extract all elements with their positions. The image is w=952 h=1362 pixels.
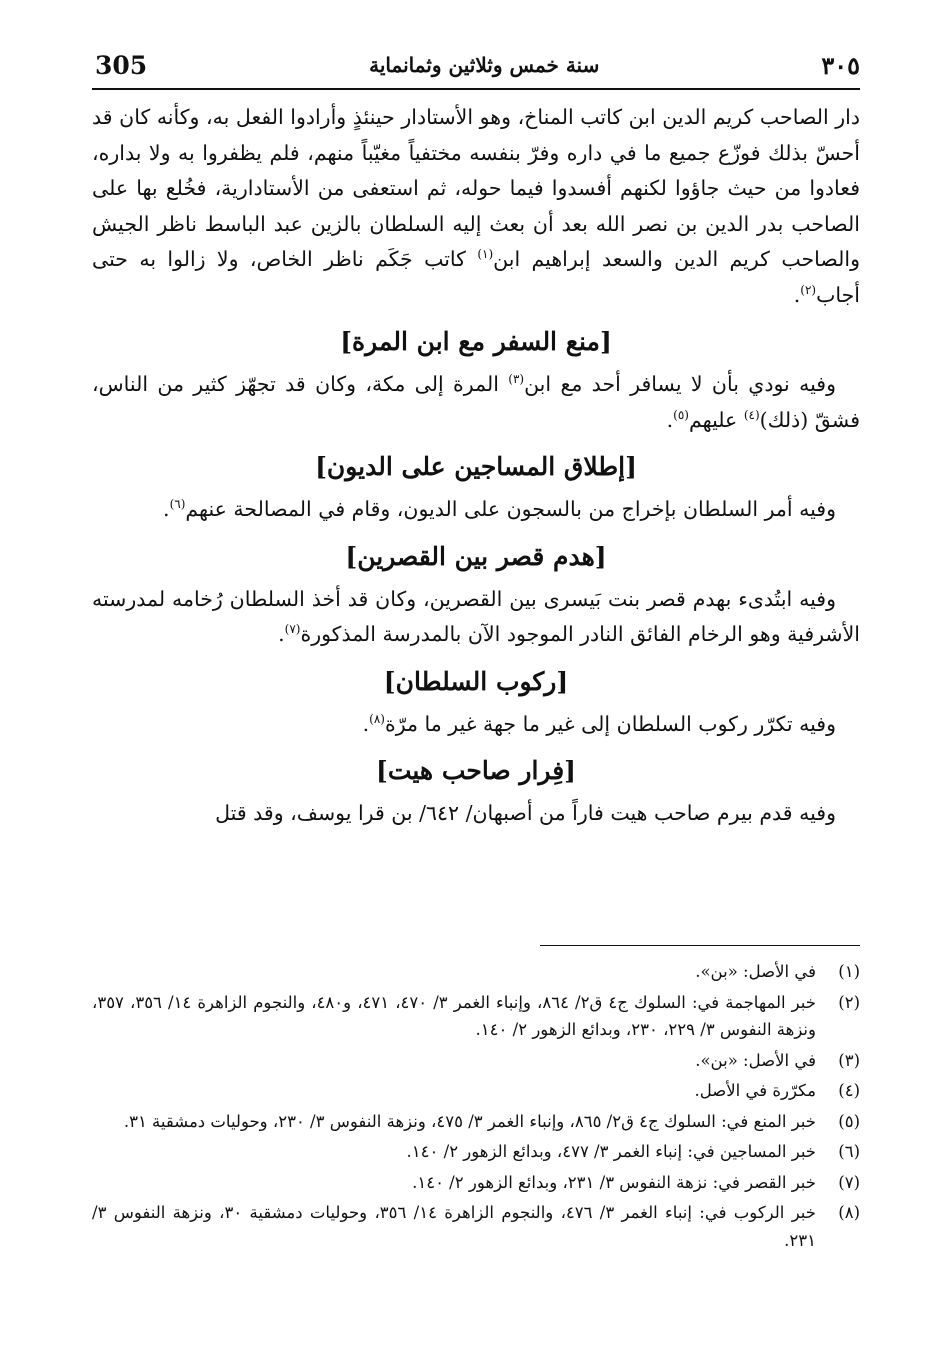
footnote-mark: (٤) (838, 1081, 860, 1100)
paragraph-1 (92, 100, 860, 313)
footnote-mark: (٥) (838, 1111, 860, 1131)
footnote-ref: (٢) (800, 282, 817, 297)
footnote-ref: (٥) (673, 407, 689, 422)
footnote-ref: (٦) (169, 497, 186, 512)
page-number-latin: 305 (95, 50, 148, 80)
footnote-item (92, 1199, 860, 1254)
footnotes (92, 958, 860, 1257)
paragraph-3 (92, 492, 860, 528)
footnote-text: في الأصل: «بن». (695, 962, 816, 981)
paragraph-text: . (793, 282, 801, 307)
paragraph-5 (92, 707, 860, 743)
footnote-mark: (٢) (838, 992, 860, 1012)
paragraph-text: . (666, 407, 674, 432)
header-rule (92, 88, 860, 90)
footnote-ref: (٤) (743, 407, 760, 422)
footnote-ref: (٣) (508, 372, 525, 387)
paragraph-text: . (362, 711, 370, 736)
paragraph-4 (92, 582, 860, 653)
footnote-item (92, 958, 860, 986)
footnote-rule (540, 945, 860, 946)
paragraph-text: وفيه أمر السلطان بإخراج من بالسجون على الديون، وقام في المصالحة عنهم (185, 497, 836, 521)
footnote-ref: (٧) (284, 622, 301, 637)
section-heading: [منع السفر مع ابن المرة] (340, 327, 612, 356)
section-heading: [فِرار صاحب هيت] (376, 756, 576, 785)
footnote-text: خبر القصر في: نزهة النفوس ٣/ ٢٣١، وبدائع الزهور ٢/ ١٤٠. (412, 1172, 816, 1192)
footnote-mark: (٨) (838, 1203, 860, 1222)
footnote-item (92, 1108, 860, 1136)
page-number-arabic: ٣٠٥ (821, 50, 860, 80)
footnote-item (92, 1077, 860, 1105)
paragraph-text: المرة إلى مكة، وكان قد تجهّز كثير من الناس، فشقّ (ذلك) (92, 372, 860, 432)
footnote-text: خبر المهاجمة في: السلوك ج٤ ق٢/ ٨٦٤، وإنباء الغمر ٣/ ٤٧٠، ٤٧١، و٤٨٠، والنجوم الزاهرة ١٤/ ٣٥٦، ٣٥٧، ونزهة النفوس ٣/ ٢٢٩، ٢٣٠، وبدائع الزهور ٢/ ١٤٠. (92, 992, 816, 1039)
footnote-item (92, 1047, 860, 1075)
paragraph-6 (92, 796, 860, 832)
footnote-item (92, 989, 860, 1044)
footnote-text: خبر المنع في: السلوك ج٤ ق٢/ ٨٦٥، وإنباء الغمر ٣/ ٤٧٥، ونزهة النفوس ٣/ ٢٣٠، وحوليات دمشقية ٣١. (123, 1111, 816, 1131)
section-heading: [ركوب السلطان] (383, 666, 569, 696)
paragraph-text: وفيه قدم بيرم صاحب هيت فاراً من أصبهان/ ٦٤٢/ بن قرا يوسف، وقد قتل (215, 801, 836, 825)
section-heading: [هدم قصر بين القصرين] (345, 541, 607, 571)
page-header (95, 45, 860, 85)
footnote-text: في الأصل: «بن». (695, 1050, 816, 1070)
footnote-mark: (٣) (838, 1050, 860, 1070)
paragraph-2 (92, 367, 860, 438)
paragraph-text: وفيه نودي بأن لا يسافر أحد مع ابن (524, 372, 836, 396)
paragraph-text: دار الصاحب كريم الدين ابن كاتب المناخ، وهو الأستادار حينئذٍ وأرادوا الفعل به، وكأنه كان قد أحسّ بذلك فوزّع جميع ما في داره وفرّ بنفسه مختفياً مغيّباً منهم، فلم يظفروا به ولا بداره، فعادوا من حيث جاؤوا لكنهم أفسدوا فيما حوله، ثم استعفى من الأستادارية، فخُلع بها على الصاحب بدر الدين بن نصر الله بعد أن بعث إليه السلطان بالزين عبد الباسط ناظر الجيش والصاحب كريم الدين والسعد إبراهيم ابن (92, 105, 860, 271)
footnote-ref: (١) (477, 247, 494, 262)
paragraph-text: كاتب جَكَم ناظر الخاص، ولا زالوا به حتى أجاب (92, 247, 860, 307)
paragraph-text: وفيه ابتُدىء بهدم قصر بنت بَيسرى بين القصرين، وكان قد أخذ السلطان رُخامه لمدرسته الأشرفية وهو الرخام الفائق النادر الموجود الآن بالمدرسة المذكورة (92, 586, 860, 646)
footnote-text: خبر المساجين في: إنباء الغمر ٣/ ٤٧٧، وبدائع الزهور ٢/ ١٤٠. (406, 1142, 816, 1161)
footnote-item (92, 1169, 860, 1197)
paragraph-text: . (163, 497, 170, 521)
footnote-mark: (١) (838, 962, 860, 981)
paragraph-text: . (278, 622, 285, 646)
footnote-text: مكرّرة في الأصل. (694, 1081, 816, 1100)
running-title: سنة خمس وثلاثين وثمانماية (369, 53, 600, 77)
paragraph-text: عليهم (688, 407, 744, 432)
footnote-mark: (٧) (838, 1172, 860, 1192)
footnote-item (92, 1138, 860, 1166)
main-text (92, 100, 860, 832)
section-heading: [إطلاق المساجين على الديون] (315, 452, 637, 481)
footnote-ref: (٨) (369, 711, 385, 726)
footnote-text: خبر الركوب في: إنباء الغمر ٣/ ٤٧٦، والنجوم الزاهرة ١٤/ ٣٥٦، وحوليات دمشقية ٣٠، ونزهة النفوس ٣/ ٢٣١. (92, 1203, 816, 1250)
footnote-mark: (٦) (838, 1142, 860, 1161)
paragraph-text: وفيه تكرّر ركوب السلطان إلى غير ما جهة غير ما مرّة (384, 711, 836, 736)
